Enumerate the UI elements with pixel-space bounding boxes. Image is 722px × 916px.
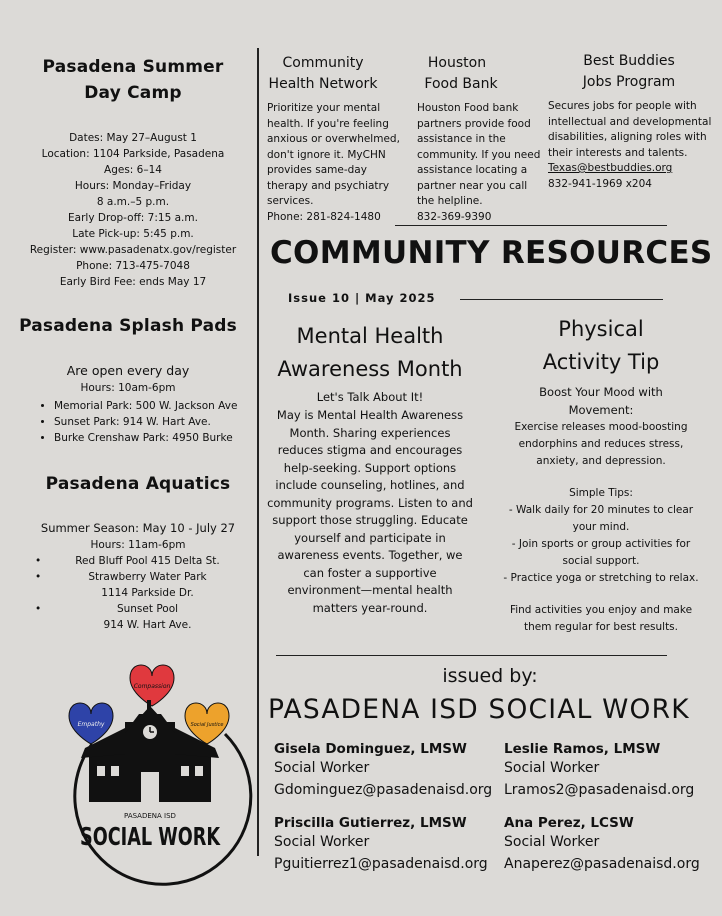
worker-card — [504, 741, 719, 801]
physical-title-line1: Physical — [558, 317, 644, 341]
issue-rule — [460, 299, 663, 300]
chn-phone: Phone: 281-824-1480 — [267, 210, 381, 223]
worker-name: Ana Perez, LCSW — [504, 815, 634, 831]
social-work-logo — [55, 662, 250, 854]
worker-name: Gisela Dominguez, LMSW — [274, 741, 467, 757]
pool-2-line2: 1114 Parkside Dr. — [101, 587, 194, 599]
worker-email[interactable]: Pguitierrez1@pasadenaisd.org — [274, 856, 488, 872]
org-name: PASADENA ISD SOCIAL WORK — [268, 694, 690, 725]
food-title-line1: Houston — [427, 55, 487, 71]
logo-district: PASADENA ISD — [124, 812, 176, 820]
camp-title-line2: Day Camp — [84, 83, 182, 103]
splash-title: Pasadena Splash Pads — [19, 316, 237, 336]
camp-line: Early Bird Fee: ends May 17 — [59, 276, 207, 288]
buddies-phone: 832-941-1969 x204 — [548, 177, 652, 190]
camp-line: Ages: 6–14 — [104, 164, 162, 176]
physical-subtitle-line2: Movement: — [568, 403, 634, 417]
pool-item: • Strawberry Water Park — [35, 571, 207, 583]
chn-body: Prioritize your mental health. If you're feeling anxious or overwhelmed, don't ignore it. MyCHN provides same-day therapy and psychiatry services. — [267, 102, 400, 207]
worker-role: Social Worker — [274, 760, 370, 776]
camp-title-line1: Pasadena Summer — [42, 57, 224, 77]
worker-card — [274, 741, 494, 801]
heart-word-compassion: Compassion — [133, 683, 171, 690]
worker-role: Social Worker — [504, 834, 600, 850]
camp-line: Location: 1104 Parkside, Pasadena — [41, 148, 225, 160]
physical-tips-title: Simple Tips: — [569, 487, 633, 499]
physical-closing: Find activities you enjoy and make them regular for best results. — [509, 604, 693, 633]
splash-section — [8, 315, 248, 396]
issued-by: issued by: — [442, 665, 538, 687]
buddies-body: Secures jobs for people with intellectual and developmental disabilities, aligning roles with their interests and talents. — [548, 100, 712, 159]
list-item: • Burke Crenshaw Park: 4950 Burke — [54, 430, 269, 446]
worker-email[interactable]: Gdominguez@pasadenaisd.org — [274, 782, 493, 798]
pool-item: • Sunset Pool — [35, 603, 179, 615]
heart-word-social-justice: Social Justice — [190, 722, 224, 728]
worker-email[interactable]: Lramos2@pasadenaisd.org — [504, 782, 695, 798]
camp-section — [8, 54, 258, 290]
worker-card — [504, 815, 719, 875]
physical-subtitle-line1: Boost Your Mood with — [539, 385, 663, 399]
physical-title-line2: Activity Tip — [542, 350, 660, 374]
footer-top-rule — [276, 655, 667, 656]
pool-item: • Red Bluff Pool 415 Delta St. — [35, 555, 220, 567]
worker-role: Social Worker — [274, 834, 370, 850]
buddies-title-line2: Jobs Program — [582, 74, 676, 90]
physical-intro: Exercise releases mood-boosting endorphins and reduces stress, anxiety, and depression. — [514, 421, 688, 467]
pool-2-line1: Strawberry Water Park — [88, 571, 207, 583]
chn-section — [267, 53, 407, 225]
camp-line: Phone: 713-475-7048 — [76, 260, 190, 272]
physical-tip: - Practice yoga or stretching to relax. — [503, 572, 699, 584]
physical-tip: - Join sports or group activities for social support. — [511, 538, 691, 567]
buddies-section — [548, 51, 713, 192]
aquatics-pools — [35, 553, 260, 633]
camp-line: Register: www.pasadenatx.gov/register — [29, 244, 237, 256]
camp-line: Hours: Monday–Friday — [74, 180, 192, 192]
mental-title-line1: Mental Health — [296, 324, 444, 348]
column-divider — [257, 48, 259, 856]
issue-label: Issue 10 | May 2025 — [288, 291, 436, 305]
camp-line: Late Pick-up: 5:45 p.m. — [72, 228, 194, 240]
pool-3-line2: 914 W. Hart Ave. — [103, 619, 192, 631]
buddies-title-line1: Best Buddies — [583, 53, 675, 69]
list-item: • Sunset Park: 914 W. Hart Ave. — [54, 414, 269, 430]
mental-title-line2: Awareness Month — [277, 357, 463, 381]
worker-email[interactable]: Anaperez@pasadenaisd.org — [504, 856, 700, 872]
mental-subtitle: Let's Talk About It! — [316, 390, 424, 404]
chn-title-line2: Health Network — [268, 76, 378, 92]
buddies-email[interactable]: Texas@bestbuddies.org — [548, 162, 673, 174]
food-body: Houston Food bank partners provide food assistance in the community. If you need assistance locating a partner near you call the helpline. — [417, 102, 541, 207]
heart-red-icon — [130, 665, 174, 706]
heart-word-empathy: Empathy — [77, 721, 105, 728]
worker-name: Leslie Ramos, LMSW — [504, 741, 661, 757]
aquatics-season: Summer Season: May 10 - July 27 — [40, 521, 236, 535]
pool-3-line1: Sunset Pool — [116, 603, 179, 615]
camp-line: 8 a.m.–5 p.m. — [96, 196, 170, 208]
splash-list — [40, 398, 269, 446]
masthead-top-rule — [395, 225, 667, 226]
mental-section — [266, 320, 474, 617]
aquatics-title: Pasadena Aquatics — [45, 474, 231, 494]
worker-name: Priscilla Gutierrez, LMSW — [274, 815, 467, 831]
pool-1: Red Bluff Pool 415 Delta St. — [75, 555, 220, 567]
splash-hours: Hours: 10am-6pm — [80, 382, 176, 394]
food-title-line2: Food Bank — [424, 76, 498, 92]
camp-line: Dates: May 27–August 1 — [69, 132, 197, 144]
masthead-title: COMMUNITY RESOURCES — [270, 235, 713, 271]
food-phone: 832-369-9390 — [417, 210, 492, 223]
worker-card — [274, 815, 499, 875]
food-section — [417, 53, 542, 225]
list-item: • Memorial Park: 500 W. Jackson Ave — [54, 398, 269, 414]
worker-role: Social Worker — [504, 760, 600, 776]
physical-tip: - Walk daily for 20 minutes to clear your mind. — [508, 504, 694, 533]
logo-text: SOCIAL WORK — [80, 822, 222, 851]
aquatics-section — [8, 473, 268, 553]
chn-title-line1: Community — [282, 55, 364, 71]
splash-subtitle: Are open every day — [66, 363, 190, 378]
aquatics-hours: Hours: 11am-6pm — [90, 539, 186, 551]
physical-section — [498, 313, 704, 636]
camp-line: Early Drop-off: 7:15 a.m. — [68, 212, 198, 224]
camp-details — [8, 130, 258, 290]
mental-body: May is Mental Health Awareness Month. Sharing experiences reduces stigma and encourages help-seeking. Support options include counseling, hotlines, and community programs. Listen to and support those struggling. Educate yourself and participate in awareness events. Together, we can foster a supportive environment—mental health matters year-round. — [267, 408, 473, 615]
